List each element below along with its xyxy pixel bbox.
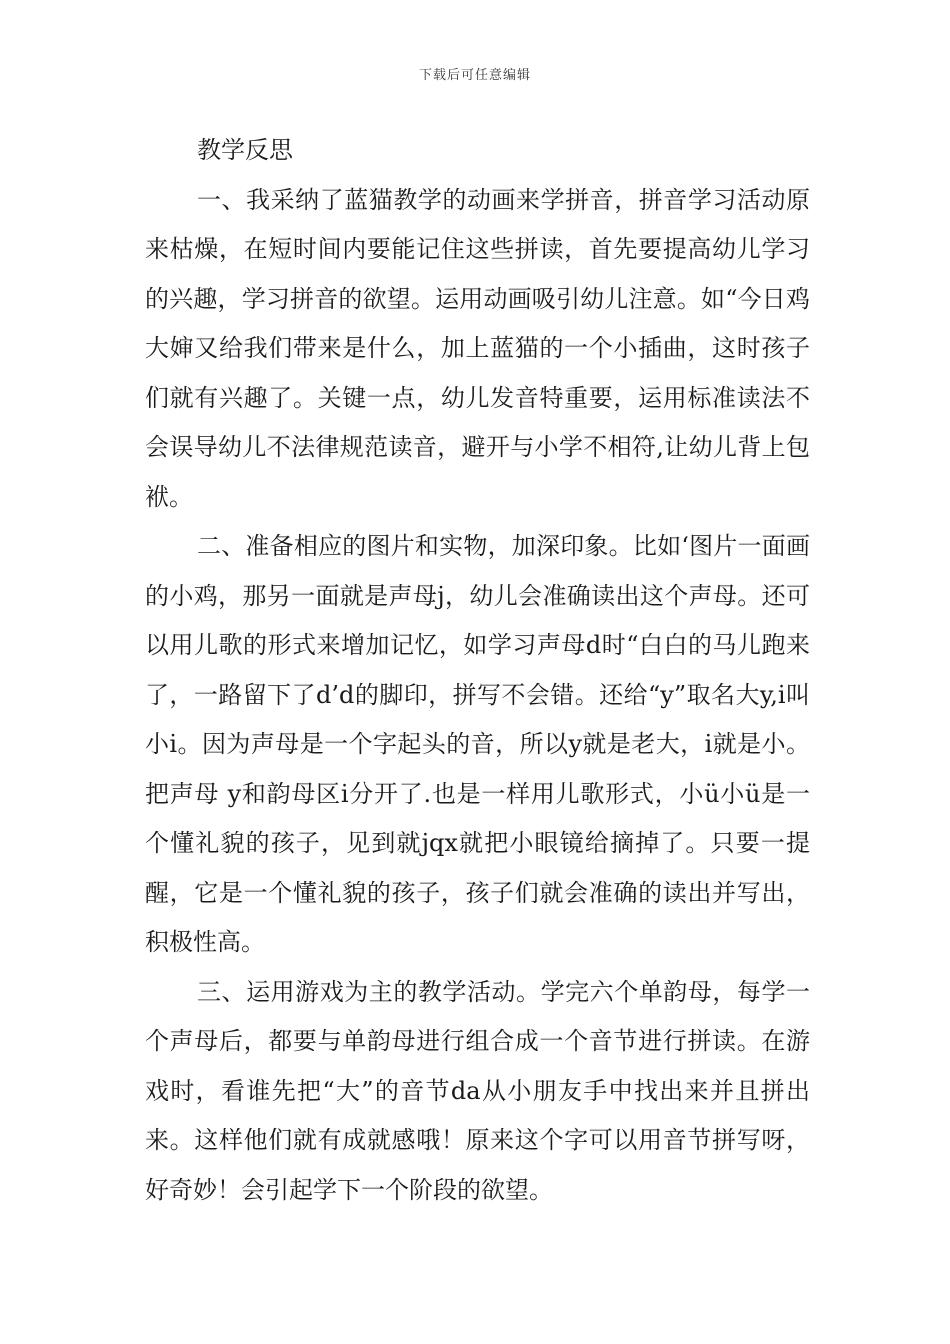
document-title: 教学反思 — [197, 136, 293, 164]
paragraph-1: 一、我采纳了蓝猫教学的动画来学拼音，拼音学习活动原来枯燥，在短时间内要能记住这些拼读，首先要提高幼儿学习的兴趣，学习拼音的欲望。运用动画吸引幼儿注意。如“今日鸡大婶又给我们带来是什么，加上蓝猫的一个小插曲，这时孩子们就有兴趣了。关键一点，幼儿发音特重要，运用标准读法不会误导幼儿不法律规范读音，避开与小学不相符,让幼儿背上包袱。 — [145, 185, 810, 511]
document-body — [145, 126, 810, 1215]
paragraph-3: 三、运用游戏为主的教学活动。学完六个单韵母，每学一个声母后，都要与单韵母进行组合成一个音节进行拼读。在游戏时，看谁先把“大”的音节da从小朋友手中找出来并且拼出来。这样他们就有成就感哦！原来这个字可以用音节拼写呀，好奇妙！会引起学下一个阶段的欲望。 — [145, 977, 810, 1204]
page-header-note: 下载后可任意编辑 — [418, 68, 531, 83]
paragraph-2: 二、准备相应的图片和实物，加深印象。比如‘图片一面画的小鸡，那另一面就是声母j，幼儿会准确读出这个声母。还可以用儿歌的形式来增加记忆，如学习声母d时“白白的马儿跑来了，一路留下了d’d的脚印，拼写不会错。还给“y”取名大y,i叫小i。因为声母是一个字起头的音，所以y就是老大，i就是小。把声母 y和韵母区i分开了.也是一样用儿歌形式，小ü小ü是一个懂礼貌的孩子，见到就jqx就把小眼镜给摘掉了。只要一提醒，它是一个懂礼貌的孩子，孩子们就会准确的读出并写出，积极性高。 — [145, 532, 810, 956]
